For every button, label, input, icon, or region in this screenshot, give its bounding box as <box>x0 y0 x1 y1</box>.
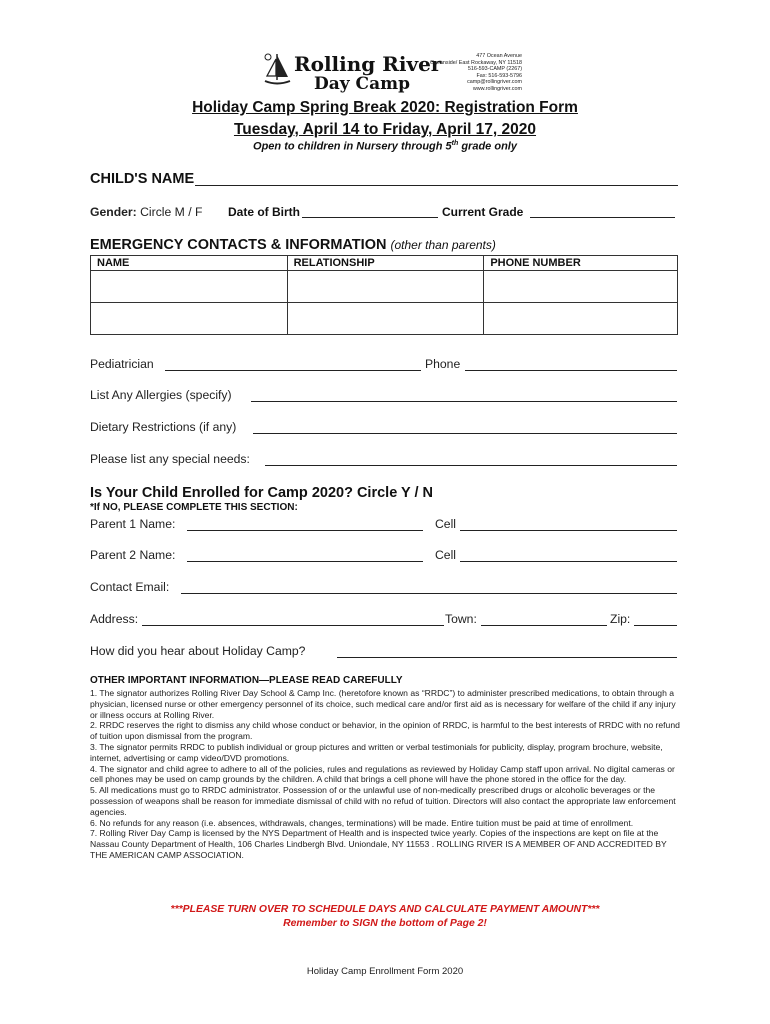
cell-relationship[interactable] <box>287 303 484 335</box>
parent1-field[interactable] <box>187 530 423 531</box>
parent1-cell-label: Cell <box>435 517 456 531</box>
childs-name-label: CHILD'S NAME <box>90 171 195 187</box>
info-item: 3. The signator permits RRDC to publish individual or group pictures and written or verbal testimonials for publicity, display, program brochure, website, internet, advertising or camp video/DVD promotions. <box>90 741 663 763</box>
table-row <box>91 271 678 303</box>
info-item: 2. RRDC reserves the right to dismiss any child whose conduct or behavior, in the opinion of RRDC, is harmful to the best interests of RRDC with no refund of tuition upon dismissal from the program. <box>90 720 680 742</box>
info-item: 6. No refunds for any reason (i.e. absences, withdrawals, changes, terminations) will be made. Entire tuition must be paid at time of enrollment. <box>90 817 634 828</box>
parent2-cell-label: Cell <box>435 548 456 562</box>
info-item: 5. All medications must go to RRDC administrator. Possession of or the unlawful use of non-medically prescribed drugs or alcoholic beverages or the possession of weapons shall be reason for immediate dismissal of child with no refud of tuition. Directors will also contact the appropriate law enforcement agencies. <box>90 785 676 817</box>
gender-row: Gender: Circle M / F <box>90 205 203 219</box>
enrolled-note: *If NO, PLEASE COMPLETE THIS SECTION: <box>90 502 298 513</box>
special-needs-field[interactable] <box>265 465 677 466</box>
sailboat-icon <box>262 50 292 90</box>
form-subtitle: Open to children in Nursery through 5th grade only <box>253 140 517 153</box>
camp-address: 477 Ocean Avenue Oceanside/ East Rockaway, NY 11518 516-593-CAMP (2267) Fax: 516-593-5796 camp@rollingriver.com www.rollingriver.com <box>430 53 522 92</box>
email-label: Contact Email: <box>90 580 170 594</box>
parent1-label: Parent 1 Name: <box>90 517 176 531</box>
table-row <box>91 303 678 335</box>
info-item: 4. The signator and child agree to adhere to all of the policies, rules and regulations as reviewed by Holiday Camp staff upon arrival. No digital cameras or cell phones may be used on camp grounds by the children. A child that brings a cell phone will have the phone stored in the office for the day. <box>90 763 675 785</box>
parent1-cell-field[interactable] <box>460 530 677 531</box>
info-item: 1. The signator authorizes Rolling River Day School & Camp Inc. (heretofore known as “RRDC”) to administer prescribed medications, to obtain through a physician, licensed nurse or other emergency personnel of its choice, such medical care and/or first aid as is necessary for welfare of the child if any injury or illness occurs at Rolling River. <box>90 688 676 720</box>
logo-name-line1: Rolling River <box>294 52 442 76</box>
heard-field[interactable] <box>337 657 677 658</box>
heard-label: How did you hear about Holiday Camp? <box>90 644 306 658</box>
allergies-field[interactable] <box>251 401 677 402</box>
parent2-field[interactable] <box>187 561 423 562</box>
form-title: Holiday Camp Spring Break 2020: Registration Form <box>192 99 578 116</box>
page-footer: Holiday Camp Enrollment Form 2020 <box>306 966 464 977</box>
grade-label: Current Grade <box>442 205 524 219</box>
address-label: Address: <box>90 612 139 626</box>
emergency-heading: EMERGENCY CONTACTS & INFORMATION (other than parents) <box>90 237 496 253</box>
camp-logo <box>262 50 522 96</box>
cell-name[interactable] <box>91 303 288 335</box>
col-relationship: RELATIONSHIP <box>287 256 484 271</box>
address-field[interactable] <box>142 625 444 626</box>
info-list <box>90 688 680 861</box>
phone-label: Phone <box>425 357 461 371</box>
col-name: NAME <box>91 256 288 271</box>
parent2-label: Parent 2 Name: <box>90 548 176 562</box>
emergency-contacts-table <box>90 255 678 335</box>
cell-name[interactable] <box>91 271 288 303</box>
logo-name-line2: Day Camp <box>314 74 410 94</box>
dob-label: Date of Birth <box>228 205 300 219</box>
town-label: Town: <box>445 612 477 626</box>
col-phone: PHONE NUMBER <box>484 256 678 271</box>
cell-phone[interactable] <box>484 271 678 303</box>
childs-name-field[interactable] <box>195 185 678 186</box>
pediatrician-label: Pediatrician <box>90 357 154 371</box>
special-needs-label: Please list any special needs: <box>90 452 250 466</box>
grade-field[interactable] <box>530 217 675 218</box>
sign-reminder: Remember to SIGN the bottom of Page 2! <box>283 918 487 929</box>
info-item: 7. Rolling River Day Camp is licensed by the NYS Department of Health and is inspected twice yearly. Copies of the inspections are kept on file at the Nassau County Department of Health, 106 Charles Lindbergh Blvd. Uniondale, NY 11553 . ROLLING RIVER IS A MEMBER OF AND ACCREDITED BY THE AMERICAN CAMP ASSOCIATION. <box>90 828 667 860</box>
form-dates: Tuesday, April 14 to Friday, April 17, 2020 <box>233 121 537 138</box>
town-field[interactable] <box>481 625 607 626</box>
dob-field[interactable] <box>302 217 438 218</box>
phone-field[interactable] <box>465 370 677 371</box>
enrolled-heading: Is Your Child Enrolled for Camp 2020? Circle Y / N <box>90 485 433 501</box>
cell-phone[interactable] <box>484 303 678 335</box>
table-header-row <box>91 256 678 271</box>
info-heading: OTHER IMPORTANT INFORMATION—PLEASE READ CAREFULLY <box>90 675 403 686</box>
dietary-field[interactable] <box>253 433 677 434</box>
dietary-label: Dietary Restrictions (if any) <box>90 420 237 434</box>
cell-relationship[interactable] <box>287 271 484 303</box>
zip-label: Zip: <box>610 612 631 626</box>
parent2-cell-field[interactable] <box>460 561 677 562</box>
zip-field[interactable] <box>634 625 677 626</box>
email-field[interactable] <box>181 593 677 594</box>
allergies-label: List Any Allergies (specify) <box>90 388 232 402</box>
turn-over-notice: ***PLEASE TURN OVER TO SCHEDULE DAYS AND CALCULATE PAYMENT AMOUNT*** <box>170 904 600 915</box>
pediatrician-field[interactable] <box>165 370 421 371</box>
